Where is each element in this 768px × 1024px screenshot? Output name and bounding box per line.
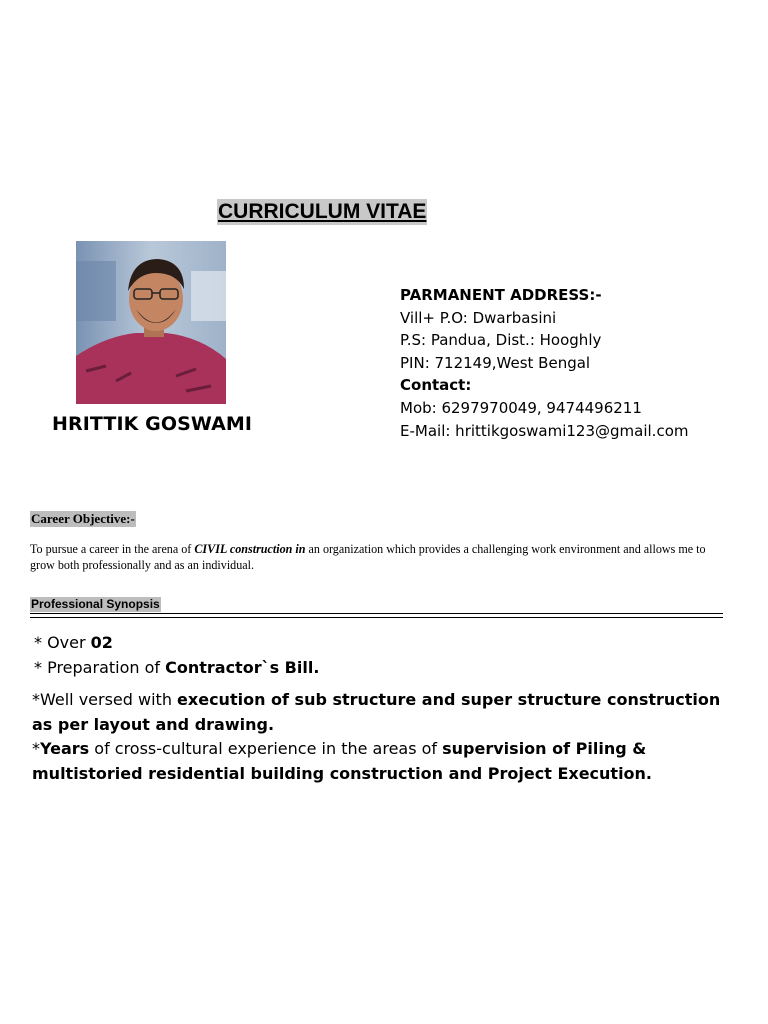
career-objective-text bbox=[30, 542, 730, 573]
para-text: * bbox=[32, 739, 40, 758]
profile-photo bbox=[76, 241, 226, 404]
section-divider bbox=[30, 613, 723, 614]
cv-title: CURRICULUM VITAE bbox=[218, 200, 427, 223]
section-divider bbox=[30, 617, 723, 618]
bullet-text: * Preparation of bbox=[34, 657, 166, 677]
email-address: E-Mail: hrittikgoswami123@gmail.com bbox=[400, 421, 689, 440]
para-text: of cross-cultural experience in the areas of bbox=[89, 739, 443, 758]
synopsis-bullets bbox=[34, 631, 319, 680]
para-bold: execution of sub structure and super structure construction as per layout and drawing. bbox=[32, 690, 721, 734]
bullet-text: * Over bbox=[34, 633, 91, 652]
synopsis-paragraphs bbox=[32, 688, 742, 786]
synopsis-item bbox=[34, 656, 319, 681]
synopsis-paragraph bbox=[32, 737, 742, 786]
para-bold: supervision of Piling & multistoried residential building construction and Project Execution. bbox=[32, 739, 653, 783]
objective-text: To pursue a career in the arena of bbox=[30, 542, 195, 556]
synopsis-paragraph bbox=[32, 688, 742, 737]
address-heading: PARMANENT ADDRESS:- bbox=[400, 286, 602, 304]
mobile-number: Mob: 6297970049, 9474496211 bbox=[400, 398, 642, 417]
bullet-bold: 02 bbox=[90, 633, 113, 652]
address-block bbox=[400, 284, 689, 442]
address-line: PIN: 712149,West Bengal bbox=[400, 353, 591, 372]
address-line: P.S: Pandua, Dist.: Hooghly bbox=[400, 331, 602, 350]
synopsis-item bbox=[34, 631, 319, 656]
objective-text: an organization which provides a challenging work environment and allows me to grow both professionally and as an individual. bbox=[30, 542, 706, 572]
professional-synopsis-heading: Professional Synopsis bbox=[31, 597, 160, 611]
address-line: Vill+ P.O: Dwarbasini bbox=[400, 308, 557, 327]
contact-heading: Contact: bbox=[400, 376, 472, 395]
bullet-bold: Contractor`s Bill. bbox=[165, 657, 320, 677]
objective-emphasis: CIVIL construction in bbox=[194, 542, 306, 556]
career-objective-heading: Career Objective:- bbox=[31, 511, 135, 526]
para-text: *Well versed with bbox=[32, 690, 178, 709]
candidate-name: HRITTIK GOSWAMI bbox=[52, 413, 253, 435]
para-bold: Years bbox=[40, 739, 90, 758]
